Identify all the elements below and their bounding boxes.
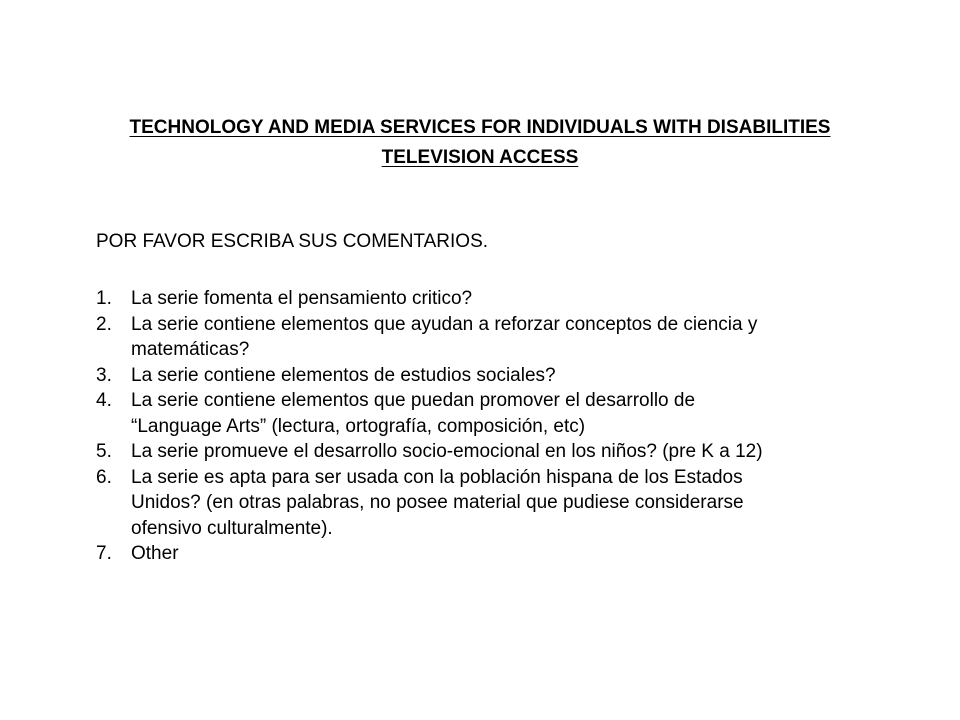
- question-text: La serie contiene elementos de estudios sociales?: [131, 364, 556, 386]
- question-item-2: [96, 312, 896, 363]
- question-text: La serie contiene elementos que puedan promover el desarrollo de “Language Arts” (lectura, ortografía, composición, etc): [131, 390, 696, 437]
- question-number: 4.: [96, 390, 112, 411]
- title-line-2-text: TELEVISION ACCESS: [381, 147, 579, 168]
- question-number: 1.: [96, 288, 112, 309]
- question-item-6: [96, 465, 896, 542]
- question-number: 7.: [96, 543, 112, 564]
- question-number: 6.: [96, 466, 112, 488]
- title-line-1: [0, 113, 960, 143]
- title-line-1-text: TECHNOLOGY AND MEDIA SERVICES FOR INDIVIDUALS WITH DISABILITIES: [129, 117, 831, 138]
- question-item-1: [96, 286, 896, 312]
- question-text: La serie promueve el desarrollo socio-emocional en los niños? (pre K a 12): [131, 441, 763, 462]
- page-title: [0, 113, 960, 173]
- question-list: [96, 286, 896, 567]
- question-item-4: [96, 388, 896, 439]
- question-text: La serie fomenta el pensamiento critico?: [131, 288, 473, 309]
- title-line-2: [0, 143, 960, 173]
- question-item-7: [96, 541, 896, 567]
- question-text: Other: [131, 543, 179, 564]
- question-number: 2.: [96, 313, 112, 335]
- question-text: La serie es apta para ser usada con la población hispana de los Estados Unidos? (en otras palabras, no posee material que pudiese considerarse ofensivo culturalmente).: [131, 466, 744, 539]
- intro-instruction: POR FAVOR ESCRIBA SUS COMENTARIOS.: [96, 231, 489, 252]
- question-item-5: [96, 439, 896, 465]
- question-number: 3.: [96, 364, 112, 386]
- question-number: 5.: [96, 441, 112, 462]
- question-item-3: [96, 363, 896, 389]
- question-text: La serie contiene elementos que ayudan a reforzar conceptos de ciencia y matemáticas?: [131, 313, 758, 360]
